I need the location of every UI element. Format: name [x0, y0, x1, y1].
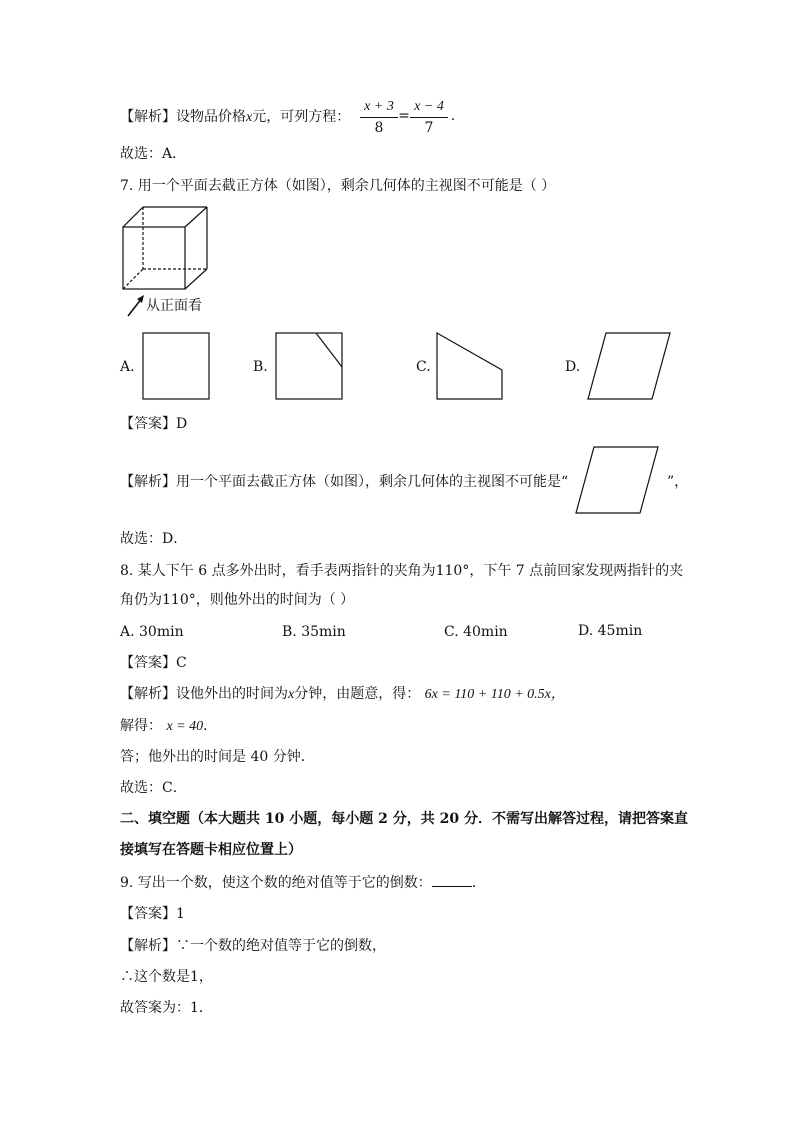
q8-solve-end: ．: [203, 718, 218, 734]
section2-heading-line2: 接填写在答题卡相应位置上）: [120, 842, 302, 858]
q8-answer: 【答案】C: [120, 655, 187, 671]
q8-option-c: C. 40min: [444, 624, 508, 640]
q8-reply: 答；他外出的时间是 40 分钟．: [120, 749, 315, 765]
q6-frac1-numerator: x + 3: [364, 99, 394, 114]
q7-view-label: 从正面看: [146, 298, 202, 314]
q7-analysis-after: ”，: [667, 474, 689, 490]
q7-option-b-figure: [275, 332, 343, 400]
q6-var-x: x: [246, 110, 253, 125]
q7-option-b-label: B.: [253, 359, 268, 375]
section2-heading-line1: 二、填空题（本大题共 10 小题，每小题 2 分，共 20 分．不需写出解答过程，请把答案直: [120, 811, 688, 827]
q8-analysis-var: x: [288, 687, 295, 702]
q9-analysis-1: 【解析】∵一个数的绝对值等于它的倒数，: [120, 938, 386, 954]
q6-frac2-denominator: 7: [424, 120, 434, 136]
q8-question-line1: 8. 某人下午 6 点多外出时，看手表两指针的夹角为110°，下午 7 点前回家发现两指针的夹: [120, 563, 684, 579]
cube-figure: [120, 204, 215, 284]
q6-analysis-mid: 元，可列方程：: [252, 109, 351, 125]
q8-solve: [120, 716, 217, 737]
q8-option-b: B. 35min: [282, 624, 346, 640]
q7-analysis-before: 【解析】用一个平面去截正方体（如图），剩余几何体的主视图不可能是“: [120, 474, 569, 490]
q6-fraction-2: [410, 98, 448, 137]
q6-frac1-denominator: 8: [374, 120, 384, 136]
q8-solve-eq: x = 40: [166, 719, 204, 734]
q8-equation: 6x = 110 + 110 + 0.5x，: [424, 687, 565, 702]
q7-question: 7. 用一个平面去截正方体（如图），剩余几何体的主视图不可能是（ ）: [120, 178, 556, 194]
q7-option-d-label: D.: [565, 359, 581, 375]
q8-analysis-mid: 分钟，由题意，得：: [294, 686, 421, 702]
q8-question-line2: 角仍为110°，则他外出的时间为（ ）: [120, 592, 355, 608]
q9-answer-blank: [432, 872, 472, 887]
q6-fraction-1: [360, 98, 398, 137]
q9-question-text: 9. 写出一个数，使这个数的绝对值等于它的倒数：: [120, 875, 432, 891]
q6-frac2-numerator: x − 4: [414, 99, 444, 114]
q8-choose: 故选：C．: [120, 780, 187, 796]
q8-solve-prefix: 解得：: [120, 718, 162, 734]
q7-option-c-figure: [436, 332, 504, 400]
q6-choose: 故选：A．: [120, 146, 187, 162]
q9-question-end: ．: [471, 875, 486, 891]
q7-choose: 故选：D．: [120, 531, 188, 547]
q6-analysis-prefix: 【解析】设物品价格: [120, 109, 246, 125]
q9-analysis-3: 故答案为：1．: [120, 1000, 213, 1016]
q8-option-a: A. 30min: [120, 624, 184, 640]
q9-answer: 【答案】1: [120, 906, 185, 922]
q9-analysis-2: ∴这个数是1，: [120, 969, 213, 985]
q8-analysis-prefix: 【解析】设他外出的时间为: [120, 686, 288, 702]
q6-analysis: [120, 107, 350, 128]
q7-option-a-label: A.: [120, 359, 135, 375]
q7-analysis-figure: [574, 446, 660, 514]
q7-option-c-label: C.: [416, 359, 431, 375]
q7-option-a-figure: [142, 332, 210, 400]
q7-option-d-figure: [586, 332, 672, 400]
q6-end-dot: .: [450, 108, 456, 124]
view-arrow-icon: [126, 294, 146, 318]
q7-answer: 【答案】D: [120, 416, 188, 432]
q8-analysis: [120, 684, 565, 705]
q8-option-d: D. 45min: [578, 623, 643, 639]
q6-equals: =: [398, 108, 410, 124]
q9-question: [120, 872, 486, 893]
